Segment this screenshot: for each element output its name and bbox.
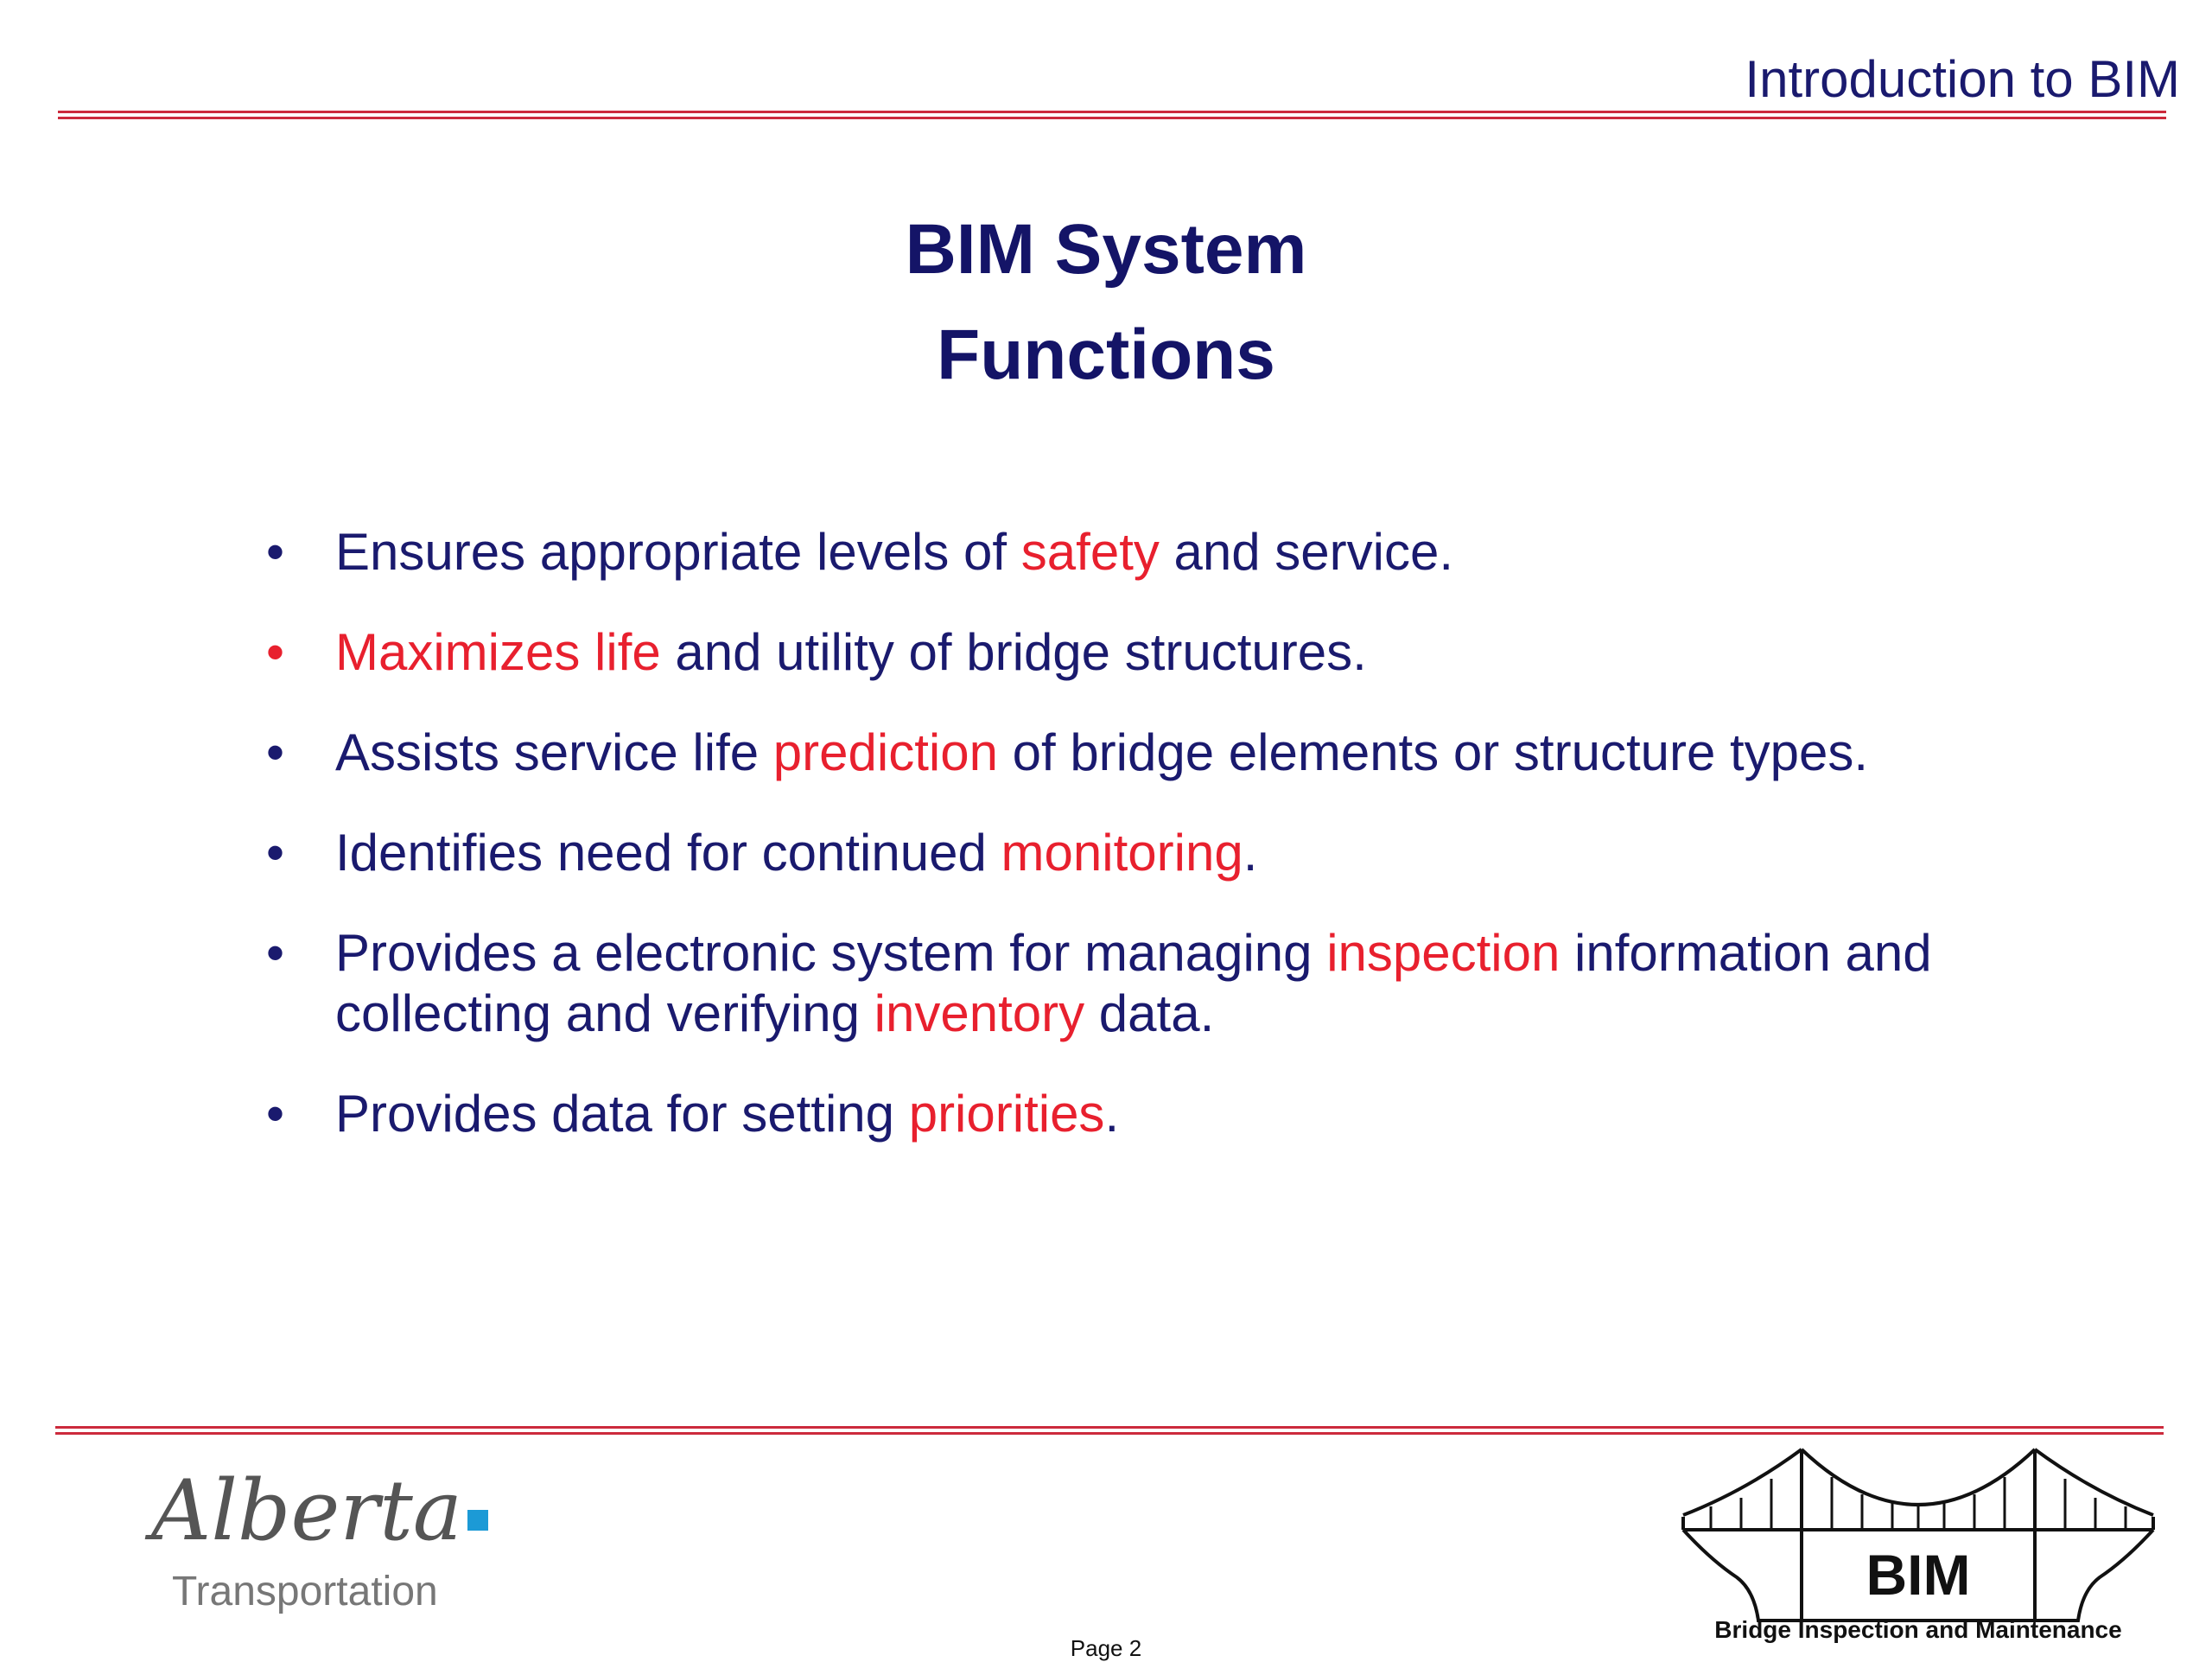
slide-title-line2: Functions [937, 315, 1275, 394]
bullet-highlight: inventory [874, 984, 1085, 1042]
footer-divider [55, 1426, 2164, 1435]
alberta-transportation-logo [151, 1462, 488, 1615]
bullet-highlight: inspection [1326, 924, 1560, 982]
alberta-square-icon [467, 1510, 488, 1531]
department-name: Transportation [172, 1569, 438, 1614]
bullet-highlight: monitoring [1001, 824, 1243, 882]
bullet-dot: • [266, 924, 285, 982]
bullet-text: . [1243, 824, 1258, 882]
bullet-item-prediction [266, 723, 2037, 783]
bim-bridge-logo-icon [1676, 1439, 2160, 1646]
header-divider [58, 111, 2166, 119]
bullet-text: and utility of bridge structures. [660, 623, 1367, 681]
bullet-highlight: safety [1020, 523, 1160, 581]
bullet-dot: • [266, 723, 285, 781]
bullet-item-safety [266, 522, 2037, 583]
bullet-item-life [266, 622, 2037, 683]
bullet-highlight: Maximizes life [335, 623, 661, 681]
bullet-item-priorities [266, 1084, 2037, 1144]
bim-caption: Bridge Inspection and Maintenance [1714, 1616, 2122, 1643]
bim-logo-text: BIM [1866, 1543, 1971, 1607]
bullet-dot: • [266, 824, 285, 882]
slide-title-line1: BIM System [905, 210, 1307, 289]
bullet-text: Assists service life [335, 723, 773, 781]
bullet-highlight: prediction [772, 723, 998, 781]
bullet-dot: • [266, 623, 285, 681]
function-bullet-list [266, 522, 2037, 1184]
bullet-text: data. [1084, 984, 1215, 1042]
bullet-item-monitoring [266, 823, 2037, 883]
bullet-dot: • [266, 1085, 285, 1143]
bullet-item-inspection [266, 923, 2037, 1044]
bullet-text: Provides a electronic system for managing [335, 924, 1327, 982]
page-number: Page 2 [1070, 1635, 1142, 1661]
bullet-text: . [1104, 1085, 1120, 1143]
bullet-text: of bridge elements or structure types. [997, 723, 1869, 781]
bullet-text: information and collecting and verifying [335, 924, 1932, 1042]
bullet-text: Provides data for setting [335, 1085, 909, 1143]
bullet-text: Identifies need for continued [335, 824, 1001, 882]
bullet-highlight: priorities [908, 1085, 1105, 1143]
alberta-wordmark: Alberta [151, 1462, 462, 1559]
bullet-text: Ensures appropriate levels of [335, 523, 1021, 581]
header-title: Introduction to BIM [1745, 50, 2180, 108]
bullet-dot: • [266, 523, 285, 581]
bullet-text: and service. [1159, 523, 1454, 581]
